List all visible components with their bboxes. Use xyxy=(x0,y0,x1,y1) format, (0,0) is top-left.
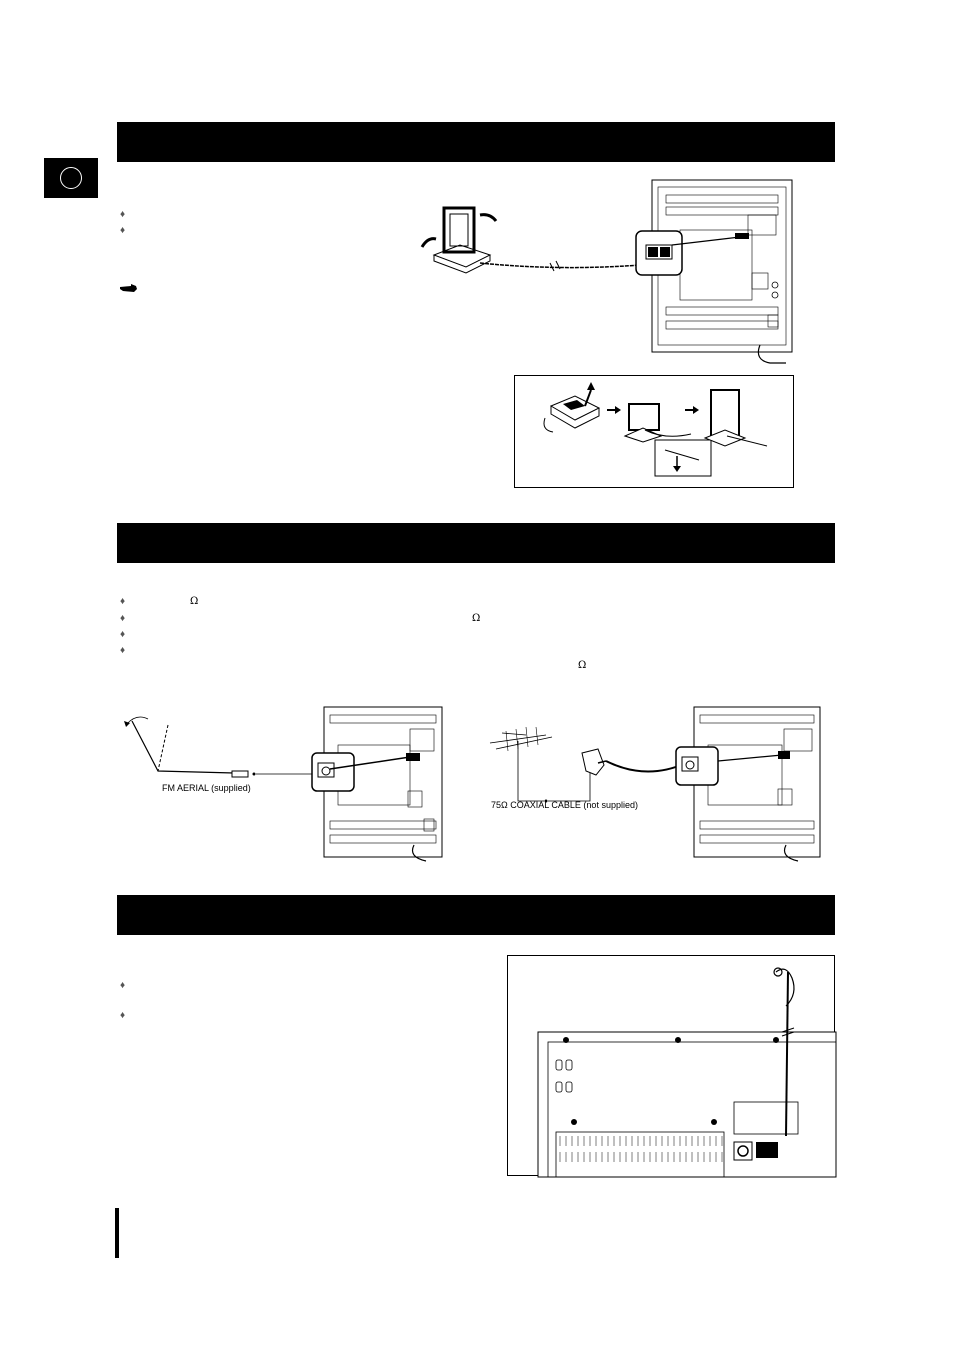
outdoor-lead-figure xyxy=(507,955,835,1176)
bullet-marker: ♦ xyxy=(120,980,126,991)
outdoor-lead-detail xyxy=(508,956,836,1177)
bullet-marker: ♦ xyxy=(120,596,126,607)
coaxial-cable-caption: 75Ω COAXIAL CABLE (not supplied) xyxy=(491,800,638,810)
loop-assembly-steps xyxy=(515,376,795,489)
pointing-hand-icon xyxy=(119,283,139,293)
fm-outdoor-header-bar xyxy=(117,895,835,935)
bullet-marker: ♦ xyxy=(120,613,126,624)
bullet-marker: ♦ xyxy=(120,645,126,656)
language-tab-circle xyxy=(60,167,82,189)
language-tab xyxy=(44,158,98,198)
omega-symbol: Ω xyxy=(472,613,481,624)
bullet-marker: ♦ xyxy=(120,209,126,220)
fm-aerial-header-bar xyxy=(117,523,835,563)
am-aerial-header-bar xyxy=(117,122,835,162)
bullet-marker: ♦ xyxy=(120,225,126,236)
page-number-marker xyxy=(115,1208,119,1258)
fm-aerial-caption: FM AERIAL (supplied) xyxy=(162,783,251,793)
omega-symbol: Ω xyxy=(578,660,587,671)
am-aerial-connection-figure xyxy=(410,175,800,370)
omega-symbol: Ω xyxy=(190,596,199,607)
bullet-marker: ♦ xyxy=(120,629,126,640)
loop-assembly-figure xyxy=(514,375,794,488)
outdoor-aerial-figure xyxy=(486,705,832,867)
bullet-marker: ♦ xyxy=(120,1010,126,1021)
